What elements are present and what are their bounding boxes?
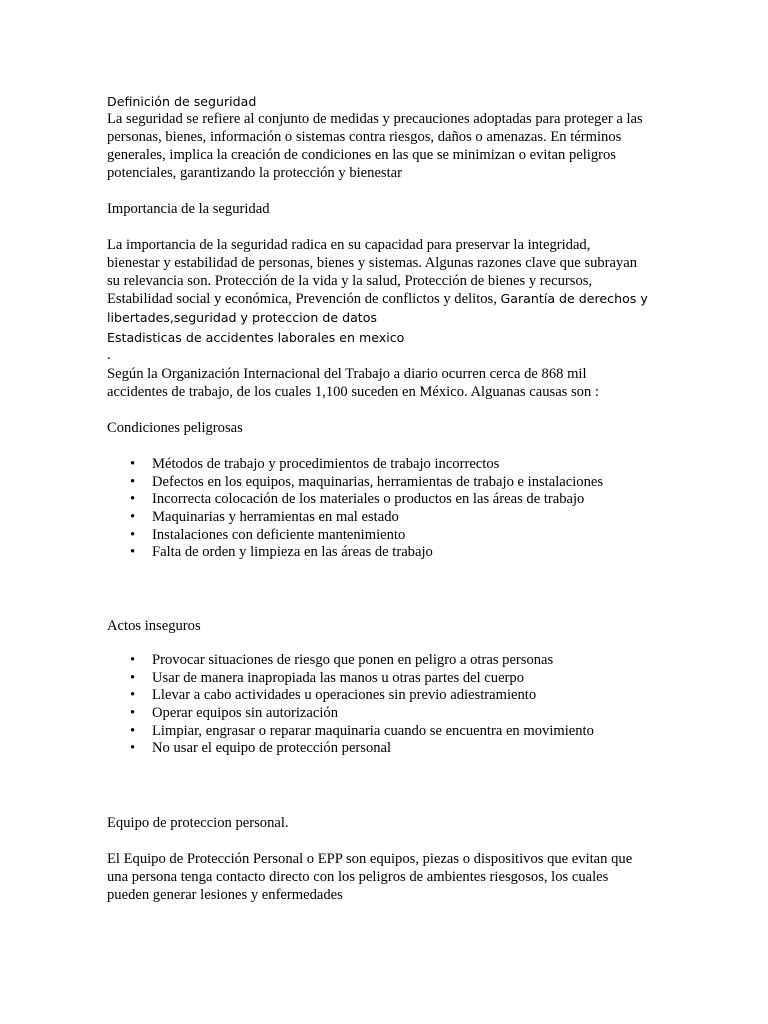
list-item [107, 474, 603, 492]
definition-paragraph [107, 110, 643, 182]
importance-heading: Importancia de la seguridad [107, 201, 270, 217]
stats-paragraph [107, 365, 599, 401]
conditions-heading: Condiciones peligrosas [107, 420, 243, 436]
definition-heading: Definición de seguridad [107, 94, 257, 109]
list-item [107, 670, 594, 688]
list-item-text: No usar el equipo de protección personal [152, 740, 392, 757]
bullet-icon: • [130, 705, 136, 722]
bullet-icon: • [130, 473, 136, 490]
paragraph-line: libertades,seguridad y proteccion de datos [107, 310, 377, 325]
bullet-icon: • [130, 544, 136, 561]
bullet-icon: • [130, 526, 136, 543]
paragraph-line: accidentes de trabajo, de los cuales 1,100 suceden en México. Alguanas causas son : [107, 384, 599, 400]
paragraph-line-sans: Garantía de derechos y [500, 291, 648, 306]
list-item [107, 456, 603, 474]
list-item-text: Provocar situaciones de riesgo que ponen en peligro a otras personas [152, 652, 554, 668]
paragraph-line: bienestar y estabilidad de personas, bienes y sistemas. Algunas razones clave que subrayan [107, 255, 638, 271]
importance-paragraph [107, 236, 648, 327]
acts-list [107, 652, 594, 758]
conditions-list [107, 456, 603, 562]
list-item-text: Métodos de trabajo y procedimientos de trabajo incorrectos [152, 456, 500, 472]
list-item [107, 652, 594, 670]
ppe-heading: Equipo de proteccion personal. [107, 815, 289, 831]
list-item-text: Limpiar, engrasar o reparar maquinaria cuando se encuentra en movimiento [152, 722, 594, 739]
bullet-icon: • [130, 669, 136, 686]
paragraph-line: pueden generar lesiones y enfermedades [107, 887, 343, 903]
stats-heading: Estadisticas de accidentes laborales en mexico [107, 330, 405, 345]
paragraph-line: su relevancia son. Protección de la vida y la salud, Protección de bienes y recursos, [107, 273, 593, 289]
list-item-text: Operar equipos sin autorización [152, 705, 339, 722]
list-item [107, 723, 594, 741]
list-item-text: Llevar a cabo actividades u operaciones sin previo adiestramiento [152, 687, 537, 704]
list-item-text: Defectos en los equipos, maquinarias, herramientas de trabajo e instalaciones [152, 473, 604, 490]
list-item [107, 509, 603, 527]
bullet-icon: • [130, 456, 136, 472]
bullet-icon: • [130, 491, 136, 508]
paragraph-line: personas, bienes, información o sistemas contra riesgos, daños o amenazas. En términos [107, 129, 622, 145]
paragraph-line: La seguridad se refiere al conjunto de medidas y precauciones adoptadas para proteger a las [107, 111, 643, 127]
paragraph-line: El Equipo de Protección Personal o EPP son equipos, piezas o dispositivos que evitan que [107, 851, 633, 867]
list-item [107, 527, 603, 545]
bullet-icon: • [130, 740, 136, 757]
bullet-icon: • [130, 722, 136, 739]
list-item-text: Instalaciones con deficiente mantenimiento [152, 526, 406, 543]
bullet-icon: • [130, 687, 136, 704]
paragraph-line: una persona tenga contacto directo con los peligros de ambientes riesgosos, los cuales [107, 869, 609, 885]
bullet-icon: • [130, 509, 136, 526]
bullet-icon: • [130, 652, 136, 668]
acts-heading: Actos inseguros [107, 618, 201, 634]
paragraph-line [107, 290, 648, 309]
list-item-text: Falta de orden y limpieza en las áreas de trabajo [152, 544, 433, 561]
paragraph-line: Según la Organización Internacional del Trabajo a diario ocurren cerca de 868 mil [107, 366, 587, 382]
paragraph-line: La importancia de la seguridad radica en su capacidad para preservar la integridad, [107, 237, 591, 253]
paragraph-line: generales, implica la creación de condiciones en las que se minimizan o evitan peligros [107, 147, 616, 163]
list-item [107, 705, 594, 723]
list-item [107, 687, 594, 705]
paragraph-line-serif: Estabilidad social y económica, Prevención de conflictos y delitos, [107, 291, 501, 307]
list-item [107, 491, 603, 509]
list-item [107, 544, 603, 562]
list-item [107, 740, 594, 758]
ppe-paragraph [107, 850, 632, 904]
stats-dot: . [107, 347, 111, 363]
paragraph-line: potenciales, garantizando la protección y bienestar [107, 165, 402, 181]
list-item-text: Incorrecta colocación de los materiales o productos en las áreas de trabajo [152, 491, 585, 508]
list-item-text: Usar de manera inapropiada las manos u otras partes del cuerpo [152, 669, 524, 686]
list-item-text: Maquinarias y herramientas en mal estado [152, 509, 399, 526]
